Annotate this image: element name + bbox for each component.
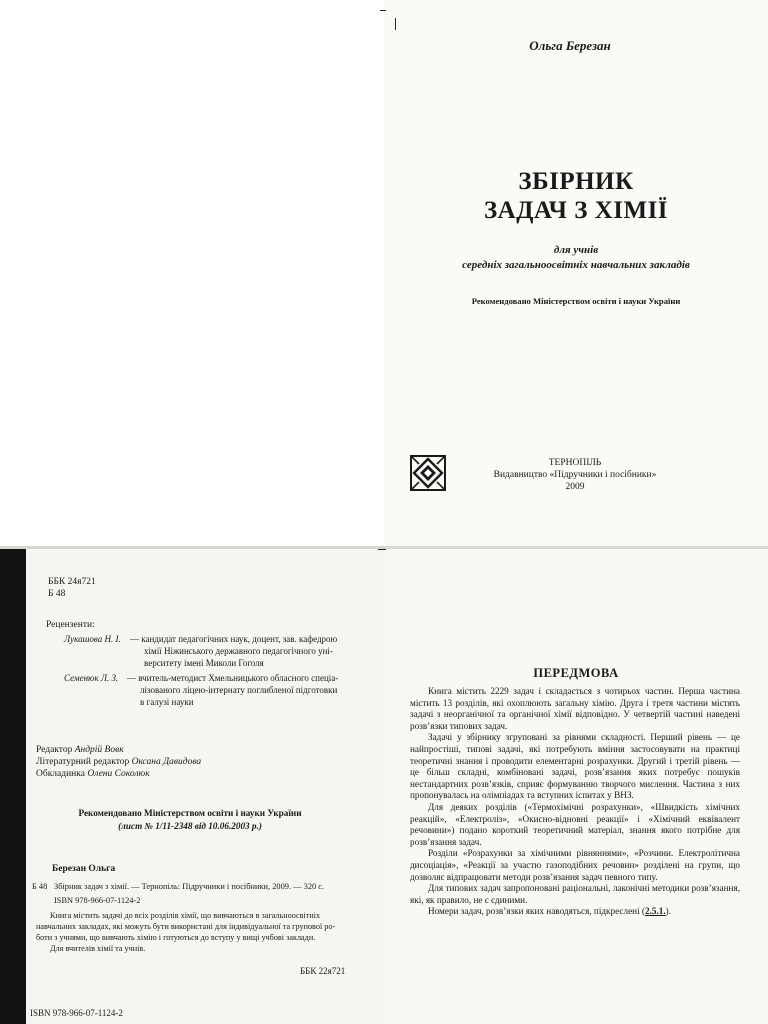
editor-name: Андрій Вовк [74, 745, 124, 755]
blank-page [0, 0, 384, 548]
publisher-name: Видавництво «Підручники і посібники» [493, 470, 657, 480]
publisher-city: ТЕРНОПІЛЬ [548, 458, 602, 468]
underlined-problem-number: 2.5.1. [644, 906, 666, 917]
annotation-line: Книга містить задачі до всіх розділів хімії, що вивчаються в загальноосвітніх [50, 911, 321, 920]
reviewer-name: Семенюк Л. З. [64, 673, 119, 683]
isbn-bottom: ISBN 978-966-07-1124-2 [30, 1008, 123, 1018]
preface-text: Номери задач, розв’язки яких наводяться, підкреслені ( [428, 906, 645, 917]
publication-year: 2009 [565, 482, 585, 492]
lit-editor-line [36, 757, 201, 767]
bbk-bottom: ББК 22я721 [300, 966, 346, 976]
preface-paragraph: Розділи «Розрахунки за хімічними рівняннями», «Розчини. Електролітична дисоціація», «Реакції за участю газоподібних речовин» розділені на групи, що дозволяє відпрацювати методи розв’язання задач певного типу. [410, 848, 740, 882]
preface-body [410, 686, 740, 918]
reviewers-label: Рецензенти: [46, 620, 95, 630]
reviewer-desc: — кандидат педагогічних наук, доцент, зав. кафедрою [130, 634, 338, 644]
annotation-line: Для вчителів хімії та учнів. [50, 944, 146, 953]
scan-edge-shadow [0, 548, 26, 1024]
imprint-recommendation: Рекомендовано Міністерством освіти і науки України [78, 808, 302, 818]
reviewer-desc: хімії Ніжинського державного педагогічного уні- [144, 646, 333, 656]
reviewer-desc: — вчитель-методист Хмельницького обласного спеціа- [127, 673, 339, 683]
crop-mark [378, 549, 386, 550]
preface-paragraph: Для типових задач запропоновані раціональні, лаконічні методики розв’язання, які, як правило, не є єдиними. [410, 883, 740, 905]
cover-label: Обкладинка [36, 769, 85, 779]
editor-label: Редактор [36, 745, 73, 755]
preface-text-end: ). [665, 906, 672, 917]
author-name: Ольга Березан [529, 38, 611, 53]
catalog-code: Б 48 [32, 882, 48, 891]
subtitle-line2: середніх загальноосвітніх навчальних закладів [462, 259, 690, 271]
reviewer-name: Лукашова Н. І. [64, 634, 121, 644]
book-title-line2: ЗАДАЧ З ХІМІЇ [483, 197, 669, 224]
annotation-line: боти з учнями, що вивчають хімію і готуються до вступу у вищі учбові заклади. [36, 933, 316, 942]
catalog-entry: Збірник задач з хімії. — Тернопіль: Підручники і посібники, 2009. — 320 с. [54, 882, 325, 891]
reviewer-desc: в галузі науки [140, 697, 194, 707]
catalog-author: Березан Ольга [52, 864, 116, 874]
reviewer-desc: верситету імені Миколи Гоголя [144, 658, 264, 668]
catalog-isbn: ISBN 978-966-07-1124-2 [54, 896, 141, 905]
recommendation-letter: (лист № 1/11-2348 від 10.06.2003 р.) [118, 821, 262, 831]
bbk-code: ББК 24я721 [48, 577, 96, 587]
editor-line [36, 745, 124, 755]
annotation-line: навчальних закладах, які можуть бути використані для індивідуальної та групової ро- [36, 922, 336, 931]
preface-paragraph-last [410, 906, 740, 918]
ministry-recommendation: Рекомендовано Міністерством освіти і науки України [471, 296, 681, 306]
preface-paragraph: Задачі у збірнику згруповані за рівнями складності. Перший рівень — це найпростіші, типові задачі, які потребують вміння застосовувати на практиці теоретичні знання і проводити елементарні розрахунки. Другий і третій рівень — це більш складні, комбіновані задачі, розв’язання яких потребує пошуків нестандартних розв’язків, сприяє формуванню творчого мислення. Частина з них пропонувалась на олімпіадах та вступних іспитах у ВНЗ. [410, 732, 740, 801]
crop-mark [395, 18, 396, 30]
preface-paragraph: Книга містить 2229 задач і складається з чотирьох частин. Перша частина містить 13 розділів, які охоплюють загальну хімію. Друга і третя частини містять задачі з неорганічної та органічної хімії відповідно. У четвертій частині наведені розв’язки типових задач. [410, 686, 740, 731]
preface-heading: ПЕРЕДМОВА [533, 666, 619, 680]
lit-editor-label: Літературний редактор [36, 757, 130, 767]
cover-name: Олени Соколюк [87, 769, 150, 779]
preface-paragraph: Для деяких розділів («Термохімічні розрахунки», «Швидкість хімічних реакцій», «Електроліз», «Окисно-відновні реакції» і «Хімічний еквівалент речовини») подано короткий теоретичний матеріал, знання якого потрібне для розв’язання задач. [410, 801, 740, 847]
subtitle-line1: для учнів [553, 244, 599, 256]
author-code: Б 48 [48, 589, 66, 599]
publisher-logo-icon [410, 455, 446, 491]
book-title-line1: ЗБІРНИК [518, 168, 634, 195]
cover-line [36, 769, 150, 779]
crop-mark [380, 10, 386, 11]
lit-editor-name: Оксана Давидова [131, 757, 202, 767]
reviewer-desc: лізованого ліцею-інтернату поглибленої підготовки [140, 685, 338, 695]
